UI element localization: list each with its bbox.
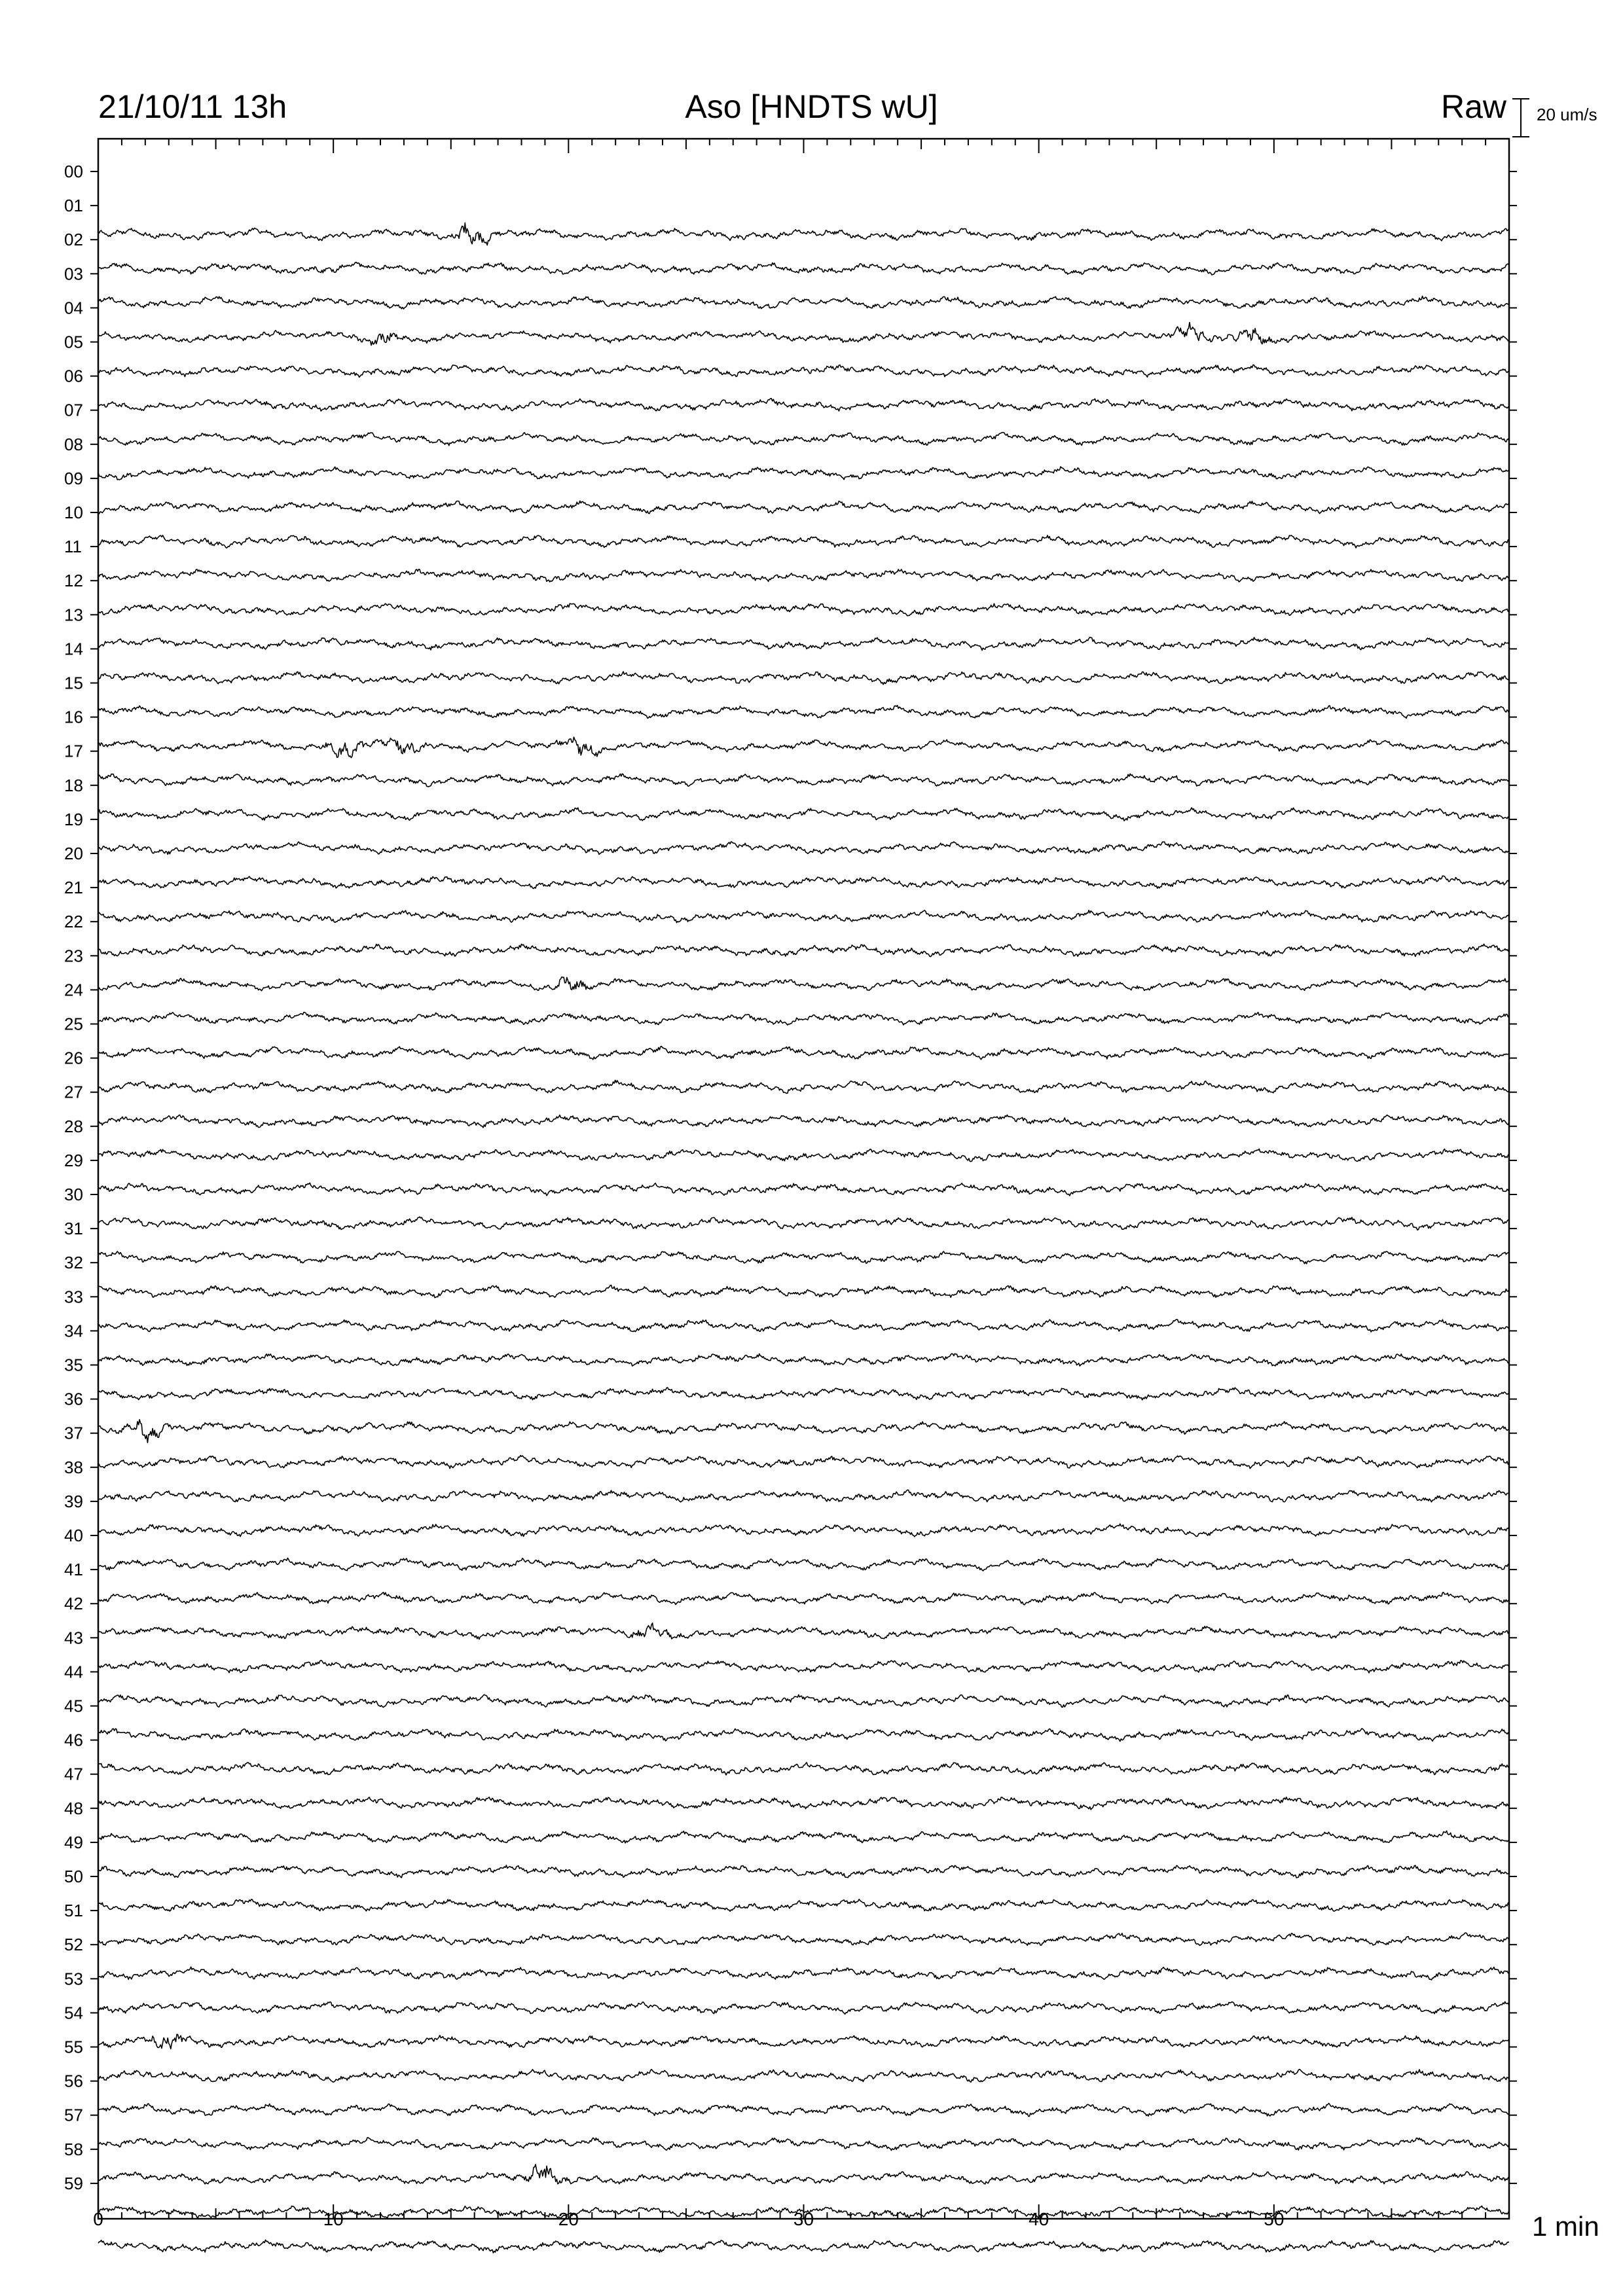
seismic-trace (98, 876, 1509, 889)
seismic-trace (98, 1524, 1509, 1537)
row-label: 02 (64, 230, 83, 250)
x-tick-label: 30 (793, 2209, 814, 2229)
seismic-trace (98, 323, 1509, 346)
seismic-trace (98, 1490, 1509, 1502)
row-label: 14 (64, 639, 83, 659)
row-label: 59 (64, 2173, 83, 2193)
seismic-trace (98, 603, 1509, 616)
seismic-trace (98, 1149, 1509, 1161)
row-label: 07 (64, 400, 83, 420)
row-label: 40 (64, 1526, 83, 1545)
row-label: 50 (64, 1867, 83, 1886)
seismic-trace (98, 2104, 1509, 2117)
row-label: 44 (64, 1662, 83, 1682)
seismic-trace (98, 433, 1509, 446)
seismic-trace (98, 365, 1509, 377)
seismic-trace (98, 467, 1509, 480)
x-tick-label: 0 (93, 2209, 103, 2229)
row-label: 32 (64, 1253, 83, 1273)
row-label: 06 (64, 366, 83, 386)
seismic-trace (98, 501, 1509, 514)
row-label: 35 (64, 1355, 83, 1375)
x-tick-label: 10 (323, 2209, 344, 2229)
seismic-trace (98, 1695, 1509, 1707)
seismic-trace (98, 1217, 1509, 1230)
seismic-trace (98, 296, 1509, 309)
row-label: 20 (64, 844, 83, 863)
row-label: 22 (64, 912, 83, 932)
seismic-trace (98, 1660, 1509, 1673)
seismic-trace (98, 2240, 1509, 2253)
row-label: 28 (64, 1116, 83, 1136)
seismic-trace (98, 262, 1509, 275)
row-label: 13 (64, 605, 83, 625)
x-tick-label: 40 (1029, 2209, 1049, 2229)
row-label: 55 (64, 2037, 83, 2057)
seismic-trace (98, 706, 1509, 719)
row-label: 51 (64, 1901, 83, 1921)
seismic-trace (98, 842, 1509, 854)
seismic-trace (98, 1729, 1509, 1742)
row-label: 26 (64, 1048, 83, 1068)
seismic-trace (98, 1933, 1509, 1945)
seismic-trace (98, 1080, 1509, 1093)
date-label: 21/10/11 13h (98, 88, 287, 125)
row-label: 36 (64, 1389, 83, 1409)
seismic-trace (98, 774, 1509, 787)
row-label: 12 (64, 571, 83, 591)
row-label: 37 (64, 1423, 83, 1443)
row-label: 09 (64, 468, 83, 488)
mode-label: Raw (1440, 88, 1506, 125)
row-label: 48 (64, 1798, 83, 1818)
row-label: 19 (64, 809, 83, 829)
row-label: 46 (64, 1730, 83, 1750)
seismic-trace (98, 1967, 1509, 1980)
seismic-trace (98, 1899, 1509, 1912)
seismic-trace (98, 2070, 1509, 2083)
seismic-trace (98, 944, 1509, 956)
row-label: 41 (64, 1560, 83, 1580)
row-label: 56 (64, 2071, 83, 2091)
row-label: 11 (64, 537, 82, 557)
row-label: 29 (64, 1150, 83, 1170)
row-label: 17 (64, 741, 83, 761)
seismic-trace (98, 737, 1509, 757)
seismic-trace (98, 637, 1509, 650)
seismic-trace (98, 977, 1509, 991)
seismic-trace (98, 2164, 1509, 2184)
seismic-trace (98, 1047, 1509, 1060)
row-label: 10 (64, 503, 83, 522)
seismic-trace (98, 399, 1509, 411)
seismic-trace (98, 1831, 1509, 1843)
plot-frame (98, 139, 1509, 2219)
seismic-trace (98, 2001, 1509, 2014)
row-label: 27 (64, 1082, 83, 1102)
row-label: 30 (64, 1185, 83, 1204)
seismic-trace (98, 1797, 1509, 1810)
seismic-trace (98, 1388, 1509, 1400)
row-label: 42 (64, 1594, 83, 1614)
row-label: 52 (64, 1935, 83, 1955)
row-label: 04 (64, 298, 83, 318)
seismic-trace (98, 1420, 1509, 1443)
row-label: 08 (64, 434, 83, 454)
seismic-trace (98, 1354, 1509, 1366)
row-label: 34 (64, 1321, 83, 1341)
row-label: 24 (64, 980, 83, 1000)
row-label: 49 (64, 1832, 83, 1852)
row-label: 53 (64, 1969, 83, 1989)
row-label: 43 (64, 1628, 83, 1648)
row-label: 45 (64, 1696, 83, 1716)
row-label: 18 (64, 775, 83, 795)
row-label: 47 (64, 1764, 83, 1784)
seismic-trace (98, 1763, 1509, 1775)
seismic-trace (98, 1285, 1509, 1298)
amplitude-scale-label: 20 um/s (1537, 105, 1597, 124)
row-label: 05 (64, 332, 83, 352)
row-label: 33 (64, 1287, 83, 1307)
seismic-trace (98, 808, 1509, 821)
seismic-trace (98, 1865, 1509, 1878)
row-label: 58 (64, 2139, 83, 2159)
row-label: 25 (64, 1014, 83, 1034)
x-tick-label: 50 (1264, 2209, 1285, 2229)
row-label: 54 (64, 2003, 83, 2023)
row-label: 31 (64, 1219, 83, 1239)
row-label: 00 (64, 162, 83, 181)
seismic-trace (98, 672, 1509, 685)
row-label: 57 (64, 2105, 83, 2125)
row-label: 23 (64, 946, 83, 966)
seismic-trace (98, 535, 1509, 548)
time-unit-label: 1 min (1532, 2211, 1599, 2242)
seismic-trace (98, 569, 1509, 582)
seismic-trace (98, 1558, 1509, 1571)
row-label: 15 (64, 673, 83, 693)
seismic-trace (98, 1013, 1509, 1026)
row-label: 38 (64, 1457, 83, 1477)
seismic-trace (98, 1623, 1509, 1640)
x-tick-label: 20 (558, 2209, 579, 2229)
row-label: 21 (64, 878, 83, 898)
row-label: 39 (64, 1491, 83, 1511)
seismic-trace (98, 910, 1509, 923)
seismic-trace (98, 1592, 1509, 1605)
seismic-trace (98, 1319, 1509, 1332)
seismic-trace (98, 1183, 1509, 1196)
row-label: 03 (64, 264, 83, 284)
seismic-trace (98, 223, 1509, 245)
row-label: 16 (64, 707, 83, 727)
station-title: Aso [HNDTS wU] (685, 88, 938, 125)
seismic-trace (98, 1456, 1509, 1469)
seismic-trace (98, 1115, 1509, 1128)
seismic-trace (98, 2034, 1509, 2049)
seismic-trace (98, 1251, 1509, 1264)
row-label: 01 (64, 196, 83, 216)
seismic-trace (98, 2138, 1509, 2151)
